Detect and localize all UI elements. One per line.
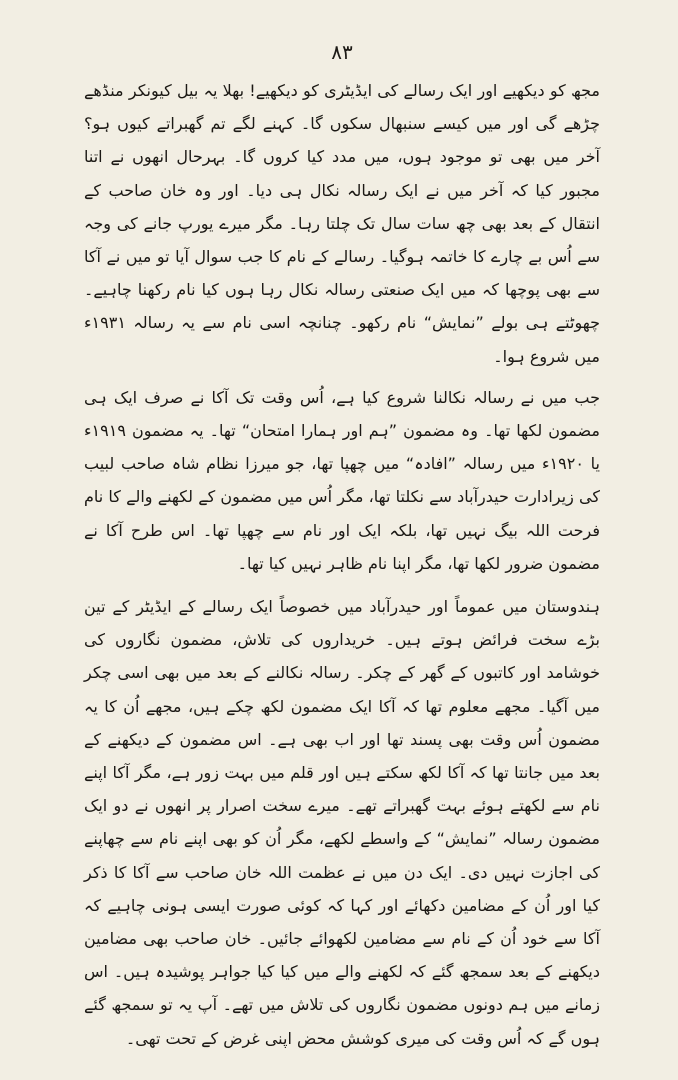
page-number: ۸۳	[331, 40, 353, 64]
paragraph-1: مجھ کو دیکھیے اور ایک رسالے کی ایڈیٹری کو دیکھیے! بھلا یہ بیل کیونکر منڈھے چڑھے گی اور میں کیسے سنبھال سکوں گا۔ کہنے لگے تم گھبراتے کیوں ہو؟ آخر میں بھی تو موجود ہوں، میں مدد کیا کروں گا۔ بہرحال انھوں نے اتنا مجبور کیا کہ آخر میں نے ایک رسالہ نکال ہی دیا۔ اور وہ خان صاحب کے انتقال کے بعد بھی چھ سات سال تک چلتا رہا۔ مگر میرے یورپ جانے کی وجہ سے اُس بے چارے کا خاتمہ ہوگیا۔ رسالے کے نام کا جب سوال آیا تو میں نے آکا سے بھی پوچھا کہ میں ایک صنعتی رسالہ نکال رہا ہوں کیا نام رکھنا چاہیے۔ چھوٹتے ہی بولے ”نمایش“ نام رکھو۔ چنانچہ اسی نام سے یہ رسالہ ۱۹۳۱ء میں شروع ہوا۔	[84, 81, 600, 366]
paragraph-2: جب میں نے رسالہ نکالنا شروع کیا ہے، اُس وقت تک آکا نے صرف ایک ہی مضمون لکھا تھا۔ وہ مضمون ”ہم اور ہمارا امتحان“ تھا۔ یہ مضمون ۱۹۱۹ء یا ۱۹۲۰ء میں رسالہ ”افادہ“ میں چھپا تھا، جو میرزا نظام شاہ صاحب لبیب کی زیرادارت حیدرآباد سے نکلتا تھا، مگر اُس میں مضمون کے لکھنے والے کا نام فرحت اللہ بیگ نہیں تھا، بلکہ ایک اور نام سے چھپا تھا۔ اس طرح آکا نے مضمون ضرور لکھا تھا، مگر اپنا نام ظاہر نہیں کیا تھا۔	[84, 387, 600, 573]
paragraph-3: ہندوستان میں عموماً اور حیدرآباد میں خصوصاً ایک رسالے کے ایڈیٹر کے تین بڑے سخت فرائض ہوتے ہیں۔ خریداروں کی تلاش، مضمون نگاروں کی خوشامد اور کاتبوں کے گھر کے چکر۔ رسالہ نکالنے کے بعد میں بھی اسی چکر میں آگیا۔ مجھے معلوم تھا کہ آکا ایک مضمون لکھ چکے ہیں، مجھے اُن کا یہ مضمون اُس وقت بھی پسند تھا اور اب بھی ہے۔ اس مضمون کے دیکھنے کے بعد میں جانتا تھا کہ آکا لکھ سکتے ہیں اور قلم میں بہت زور ہے، مگر آکا اپنے نام سے لکھتے ہوئے بہت گھبراتے تھے۔ میرے سخت اصرار پر انھوں نے دو ایک مضمون رسالہ ”نمایش“ کے واسطے لکھے، مگر اُن کو بھی اپنے نام سے چھاپنے کی اجازت نہیں دی۔ ایک دن میں نے عظمت اللہ خان صاحب سے آکا کا ذکر کیا اور اُن کے مضامین دکھائے اور کہا کہ کوئی صورت ایسی ہونی چاہیے کہ آکا سے خود اُن کے نام سے مضامین لکھوائے جائیں۔ خان صاحب بھی مضامین دیکھنے کے بعد سمجھ گئے کہ لکھنے والے میں کیا کیا جواہر پوشیدہ ہیں۔ اس زمانے میں ہم دونوں مضمون نگاروں کی تلاش میں تھے۔ آپ یہ تو سمجھ گئے ہوں گے کہ اُس وقت کی میری کوشش محض اپنی غرض کے تحت تھی۔	[84, 597, 601, 1048]
